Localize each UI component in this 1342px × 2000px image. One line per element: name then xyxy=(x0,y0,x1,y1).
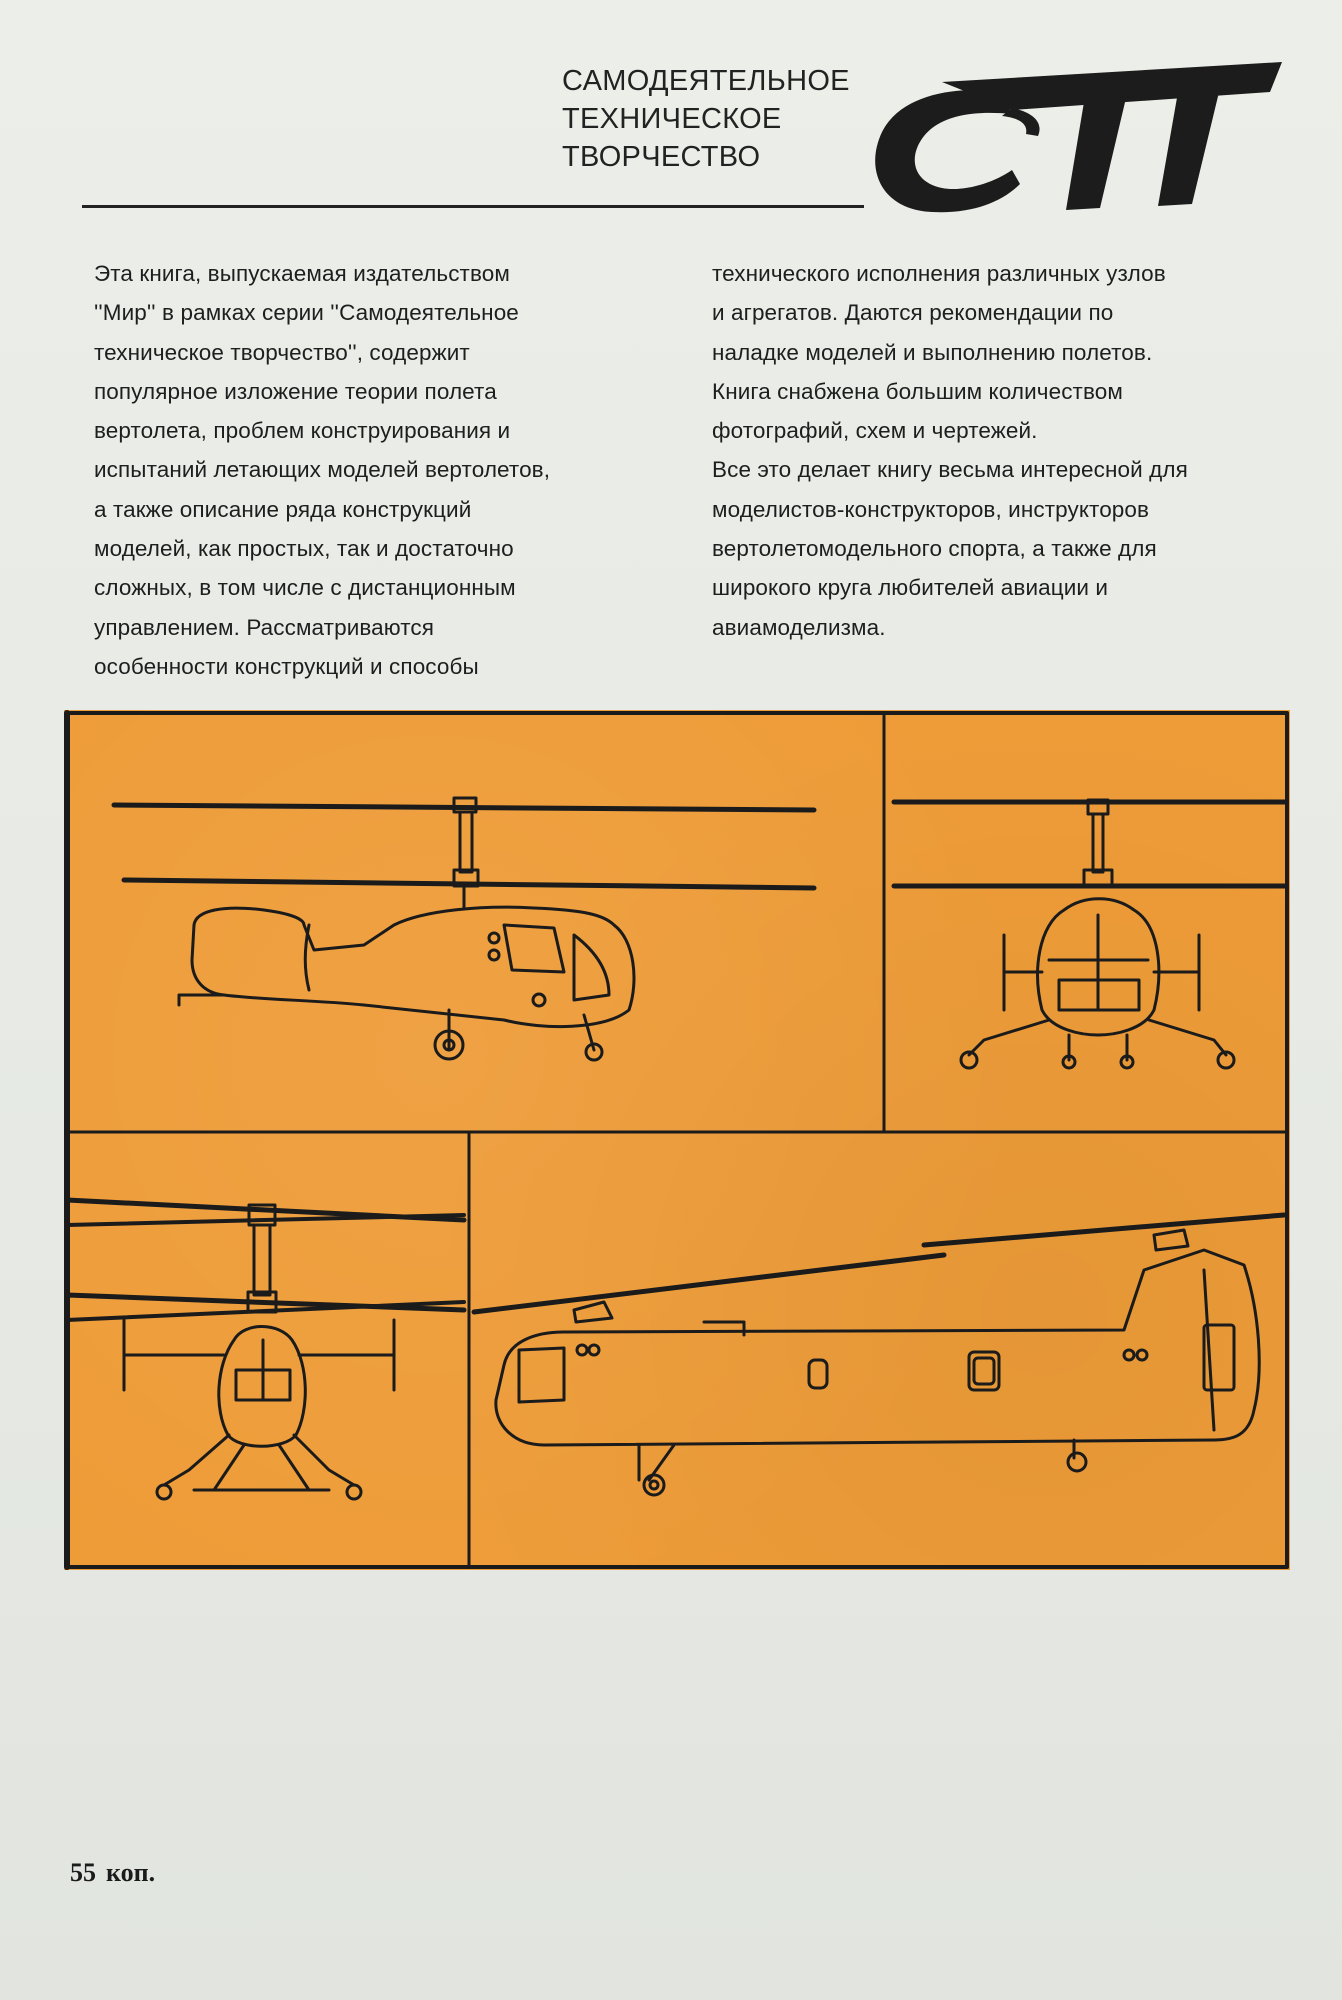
series-title-line-2: ТЕХНИЧЕСКОЕ xyxy=(562,103,782,135)
series-title xyxy=(562,62,850,176)
price xyxy=(70,1858,165,1888)
series-title-line-1: САМОДЕЯТЕЛЬНОЕ xyxy=(562,65,850,97)
tandem-helicopter-side-view-icon xyxy=(474,1215,1284,1495)
helicopter-front-view-icon xyxy=(894,800,1286,1068)
header-divider xyxy=(82,205,864,208)
description-left-column xyxy=(94,254,654,686)
helicopter-side-view-icon xyxy=(114,798,814,1060)
description-text-right-1: технического исполнения различных узлов и агрегатов. Даются рекомендации по наладке моделей и выполнению полетов. Книга снабжена большим количеством фотографий, схем и чертежей. xyxy=(712,261,1166,444)
series-title-line-3: ТВОРЧЕСТВО xyxy=(562,141,761,173)
helicopter-front-view-small-icon xyxy=(67,1200,464,1499)
description-right-column xyxy=(712,254,1312,647)
description-text-left: Эта книга, выпускаемая издательством ''Мир'' в рамках серии ''Самодеятельное техническое творчество'', содержит популярное изложение теории полета вертолета, проблем конструирования и испытаний летающих моделей вертолетов, а также описание ряда конструкций моделей, как простых, так и достаточно сложных, в том числе с дистанционным управлением. Рассматриваются особенности конструкций и способы xyxy=(94,261,551,679)
helicopter-drawings xyxy=(64,710,1290,1570)
description-text-right-2: Все это делает книгу весьма интересной для моделистов-конструкторов, инструкторов вертолетомодельного спорта, а также для широкого круга любителей авиации и авиамоделизма. xyxy=(712,457,1188,640)
stt-logo-icon xyxy=(862,52,1292,222)
illustration-panel xyxy=(64,710,1290,1570)
price-value: 55 xyxy=(70,1858,96,1887)
price-unit: коп. xyxy=(106,1858,156,1887)
